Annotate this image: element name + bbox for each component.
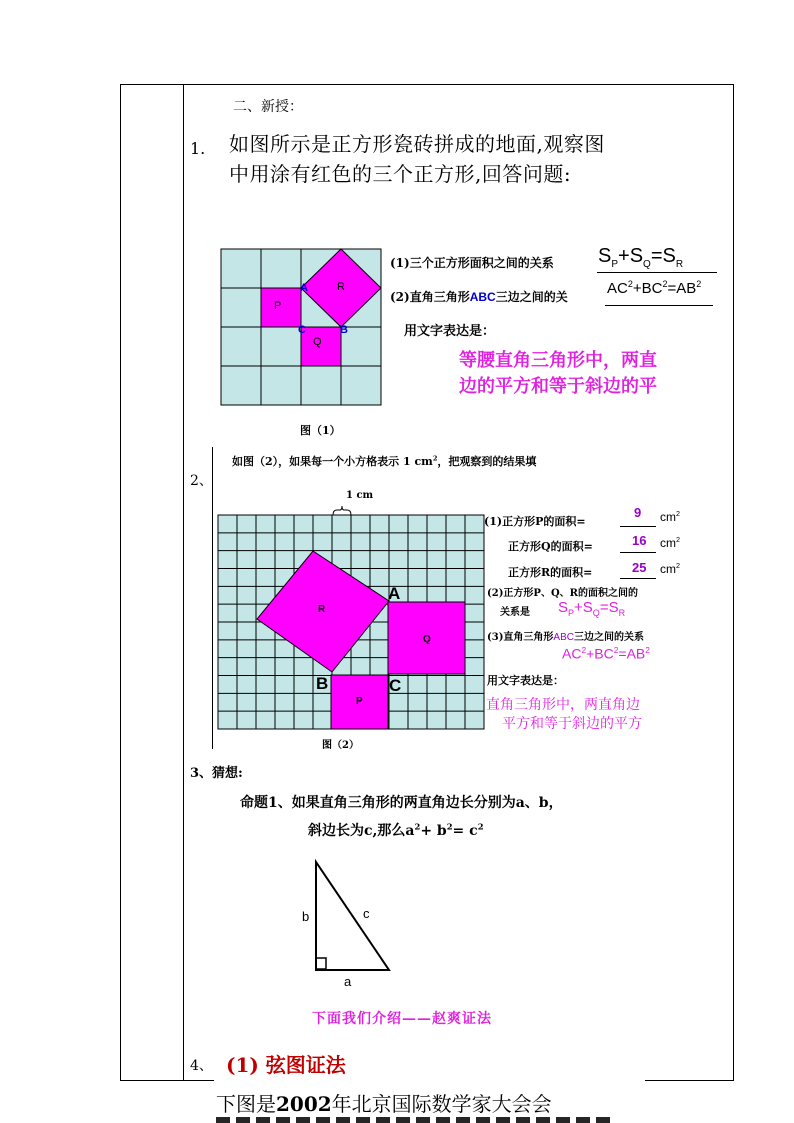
q4-title: (1) 弦图证法 — [226, 1053, 346, 1077]
q2-q-area-label: 正方形Q的面积= — [508, 540, 593, 553]
q1-number: 1. — [190, 139, 206, 158]
q2-rel-label-line1: (2)正方形P、Q、R的面积之间的 — [487, 588, 638, 599]
table-column-divider — [183, 84, 184, 1080]
q2-number: 2、 — [190, 473, 213, 489]
q1-line1: 如图所示是正方形瓷砖拼成的地面,观察图 — [229, 132, 605, 156]
q2-q-area-value: 16 — [632, 533, 647, 548]
q1-words-prompt: 用文字表达是： — [404, 324, 496, 339]
triangle-label-b: b — [302, 909, 310, 924]
q1-item2-underline — [605, 305, 713, 306]
q2-words-answer-line2: 平方和等于斜边的平方 — [502, 716, 642, 732]
q2-q-underline — [620, 552, 656, 553]
triangle-label-c: c — [363, 906, 370, 921]
fig1-label-A: A — [300, 282, 308, 294]
q2-p-unit: $cm^2$ — [660, 509, 680, 524]
fig1-caption: 图（1） — [300, 424, 341, 437]
q2-r-underline — [620, 578, 656, 579]
right-triangle — [314, 860, 392, 972]
fig2-label-C: C — [389, 676, 402, 695]
table-bottom-line-left — [120, 1080, 214, 1081]
q4-line2-cutoff — [216, 1114, 616, 1123]
q2-p-area-value: 9 — [634, 505, 642, 520]
figure-2 — [218, 515, 484, 729]
q2-left-bar — [212, 447, 213, 749]
triangle-label-a: a — [344, 974, 352, 989]
q1-words-answer-line1: 等腰直角三角形中，两直 — [459, 350, 657, 371]
q3-number: 3、猜想: — [190, 766, 243, 781]
q1-item1-underline — [597, 272, 717, 273]
q1-item2-answer: $AC^2+BC^2=AB^2$ — [607, 279, 702, 297]
q3-prop-line1: 命题1、如果直角三角形的两直角边长分别为a、b， — [240, 795, 563, 811]
q2-rel-answer: $S_P+S_Q=S_R$ — [558, 599, 626, 618]
q1-item2: (2)直角三角形ABC三边之间的关 — [390, 290, 568, 304]
fig1-label-P: P — [274, 300, 282, 312]
q2-p-underline — [620, 526, 656, 527]
q1-words-answer-line2: 边的平方和等于斜边的平 — [459, 376, 657, 397]
q2-p-area-label: (1)正方形P的面积= — [484, 515, 586, 528]
fig2-label-A: A — [388, 584, 401, 603]
q2-scale-label: 1 cm — [346, 490, 374, 501]
fig1-label-R: R — [337, 281, 345, 293]
q2-r-area-label: 正方形R的面积= — [508, 566, 593, 579]
q1-item1: (1)三个正方形面积之间的关系 — [390, 256, 554, 270]
q2-tri-label: (3)直角三角形ABC三边之间的关系 — [487, 632, 644, 643]
fig2-label-P: P — [356, 696, 363, 707]
fig2-label-Q: Q — [423, 634, 431, 645]
q2-tri-answer: $AC^2+BC^2=AB^2$ — [562, 645, 650, 662]
q2-r-area-value: 25 — [632, 560, 647, 575]
q3-prop-line2: 斜边长为c,那么$a^2+ b^2= c^2$ — [308, 821, 484, 839]
q2-words-answer-line1: 直角三角形中，两直角边 — [486, 697, 640, 713]
fig1-label-C: C — [298, 324, 306, 336]
q3-intro-zhao: 下面我们介绍——赵爽证法 — [312, 1011, 492, 1027]
q4-line1: 下图是2002年北京国际数学家大会会 — [216, 1092, 552, 1116]
section-title: 二、新授： — [233, 99, 303, 115]
q2-words-prompt: 用文字表达是： — [487, 674, 564, 687]
fig2-label-B: B — [316, 674, 329, 693]
q2-q-unit: $cm^2$ — [660, 535, 680, 550]
fig1-label-Q: Q — [313, 336, 322, 348]
q4-number: 4、 — [190, 1058, 213, 1074]
q2-intro: 如图（2），如果每一个小方格表示 1 $cm^2$，把观察到的结果填 — [232, 454, 537, 468]
table-bottom-line-right — [645, 1080, 733, 1081]
q2-rel-label-line2: 关系是 — [500, 607, 530, 618]
q1-item1-answer: $S_P+S_Q=S_R$ — [598, 245, 684, 270]
fig2-caption: 图（2） — [322, 740, 359, 751]
q2-r-unit: $cm^2$ — [660, 561, 680, 576]
q1-line2: 中用涂有红色的三个正方形,回答问题: — [229, 162, 572, 186]
fig1-label-B: B — [340, 324, 348, 336]
fig2-label-R: R — [318, 604, 326, 615]
